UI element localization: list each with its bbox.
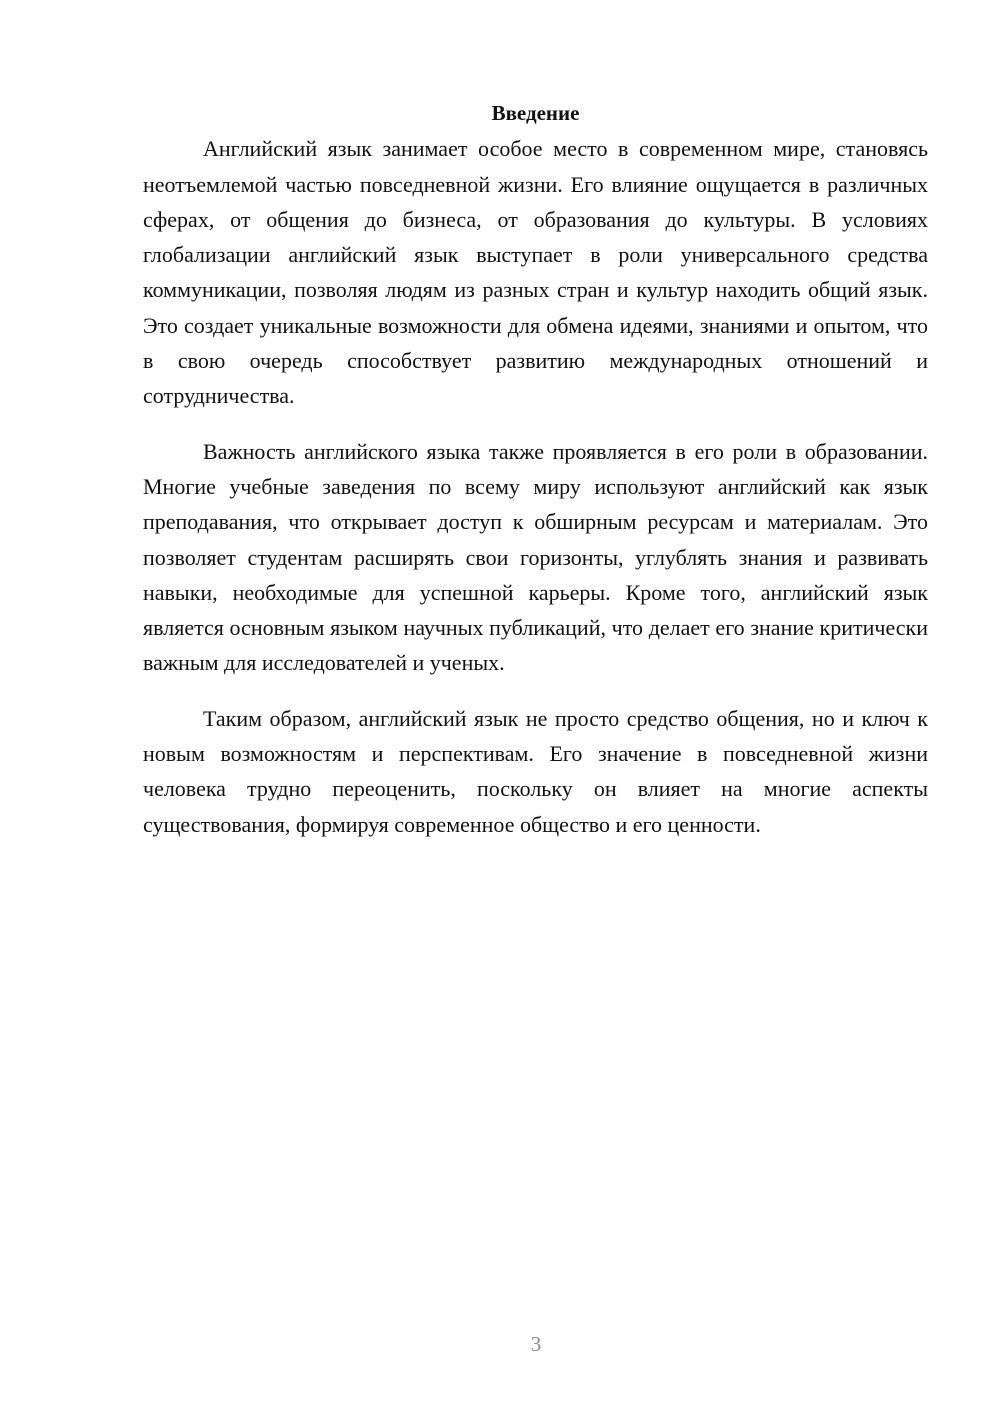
paragraph-2: Важность английского языка также проявляется в его роли в образовании. Многие учебные заведения по всему миру используют английский как язык преподавания, что открывает доступ к обширным ресурсам и материалам. Это позволяет студентам расширять свои горизонты, углублять знания и развивать навыки, необходимые для успешной карьеры. Кроме того, английский язык является основным языком научных публикаций, что делает его знание критически важным для исследователей и ученых.: [143, 438, 928, 676]
paragraph-1: Английский язык занимает особое место в современном мире, становясь неотъемлемой частью повседневной жизни. Его влияние ощущается в различных сферах, от общения до бизнеса, от образования до культуры. В условиях глобализации английский язык выступает в роли универсального средства коммуникации, позволяя людям из разных стран и культур находить общий язык. Это создает уникальные возможности для обмена идеями, знаниями и опытом, что в свою очередь способствует развитию международных отношений и сотрудничества.: [143, 136, 928, 409]
section-title: Введение: [491, 101, 580, 125]
page-number: 3: [530, 1332, 542, 1356]
paragraph-3: Таким образом, английский язык не просто средство общения, но и ключ к новым возможностям и перспективам. Его значение в повседневной жизни человека трудно переоценить, поскольку он влияет на многие аспекты существования, формируя современное общество и его ценности.: [143, 705, 928, 837]
page-content: [143, 96, 928, 842]
